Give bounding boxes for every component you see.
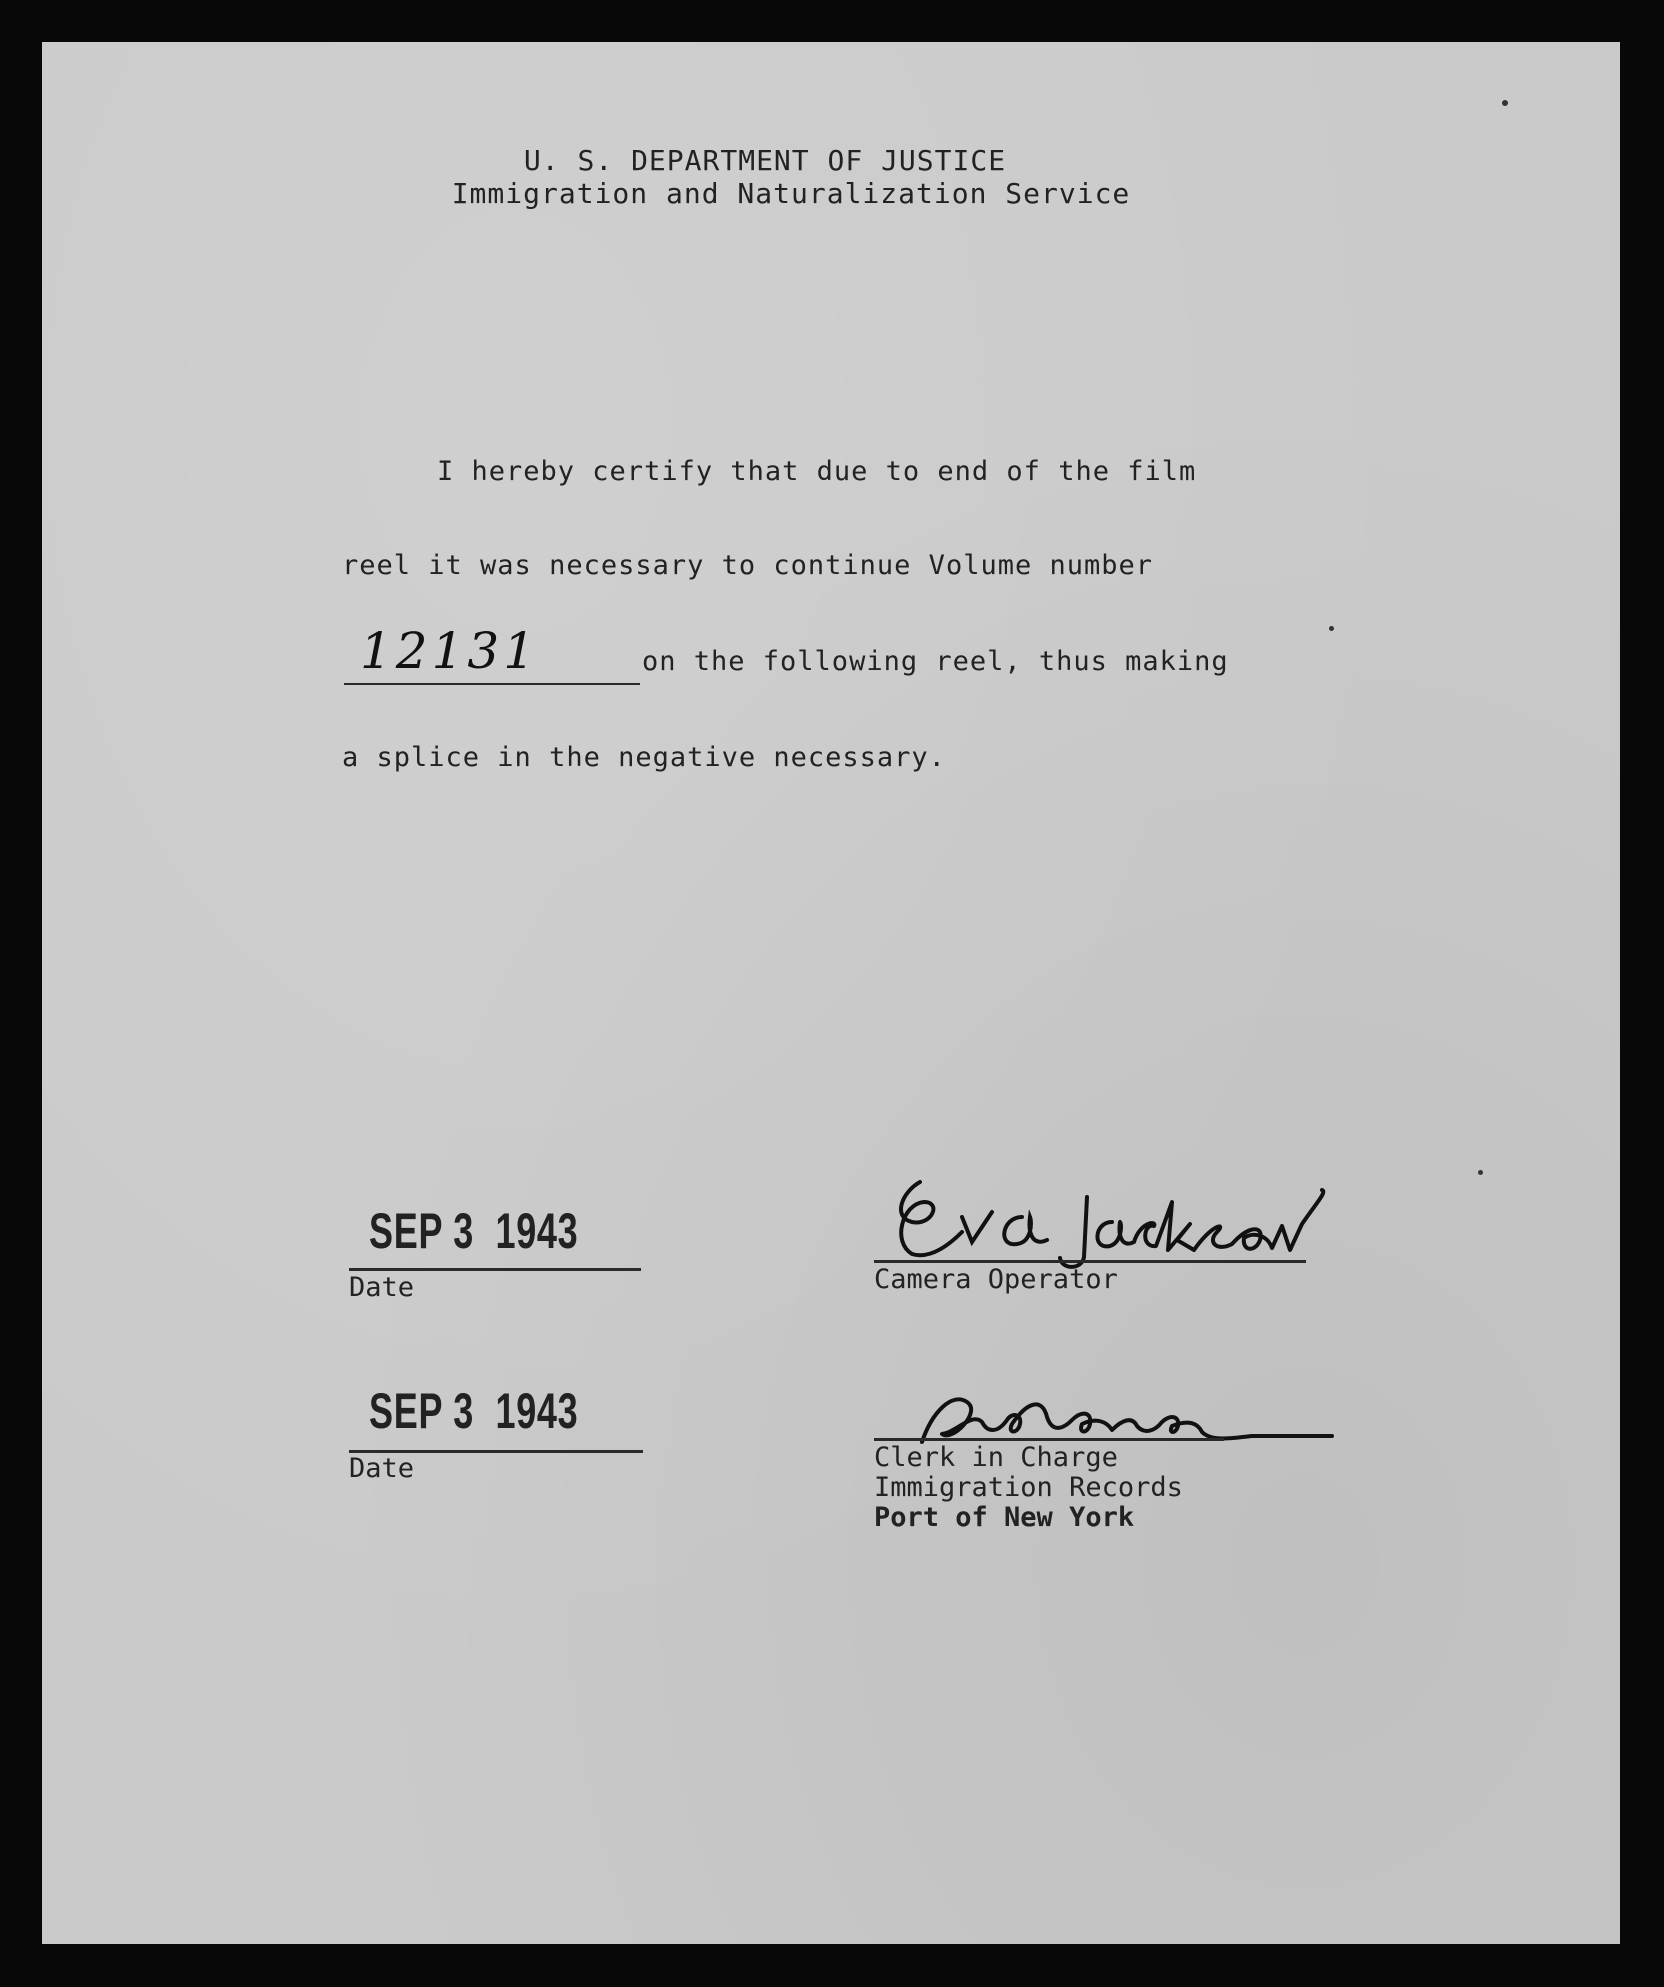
department-heading: U. S. DEPARTMENT OF JUSTICE xyxy=(523,144,1007,177)
document-sheet xyxy=(42,42,1620,1944)
dust-speck xyxy=(1329,626,1334,631)
clerk-signature-line xyxy=(874,1438,1224,1441)
date-line-1 xyxy=(349,1268,641,1271)
date-label-2: Date xyxy=(349,1453,415,1484)
camera-operator-title: Camera Operator xyxy=(874,1264,1118,1295)
clerk-title-line-1: Clerk in Charge xyxy=(874,1442,1118,1473)
camera-operator-line xyxy=(874,1260,1306,1263)
dust-speck xyxy=(1478,1170,1483,1175)
certification-line-2: reel it was necessary to continue Volume number xyxy=(342,550,1154,581)
camera-operator-signature xyxy=(872,1162,1352,1272)
service-heading: Immigration and Naturalization Service xyxy=(451,177,1131,210)
certification-line-3: on the following reel, thus making xyxy=(642,646,1229,677)
date-label-1: Date xyxy=(349,1272,415,1303)
certification-line-1: I hereby certify that due to end of the film xyxy=(437,456,1197,487)
clerk-title-line-3: Port of New York xyxy=(874,1502,1135,1533)
clerk-title-line-2: Immigration Records xyxy=(874,1472,1183,1503)
volume-number: 12131 xyxy=(360,622,540,680)
date-stamp-2: SEP 3 1943 xyxy=(369,1383,579,1439)
date-stamp-1: SEP 3 1943 xyxy=(369,1203,579,1259)
volume-number-underline xyxy=(344,683,640,685)
dust-speck xyxy=(1502,100,1508,106)
certification-line-4: a splice in the negative necessary. xyxy=(342,742,946,773)
